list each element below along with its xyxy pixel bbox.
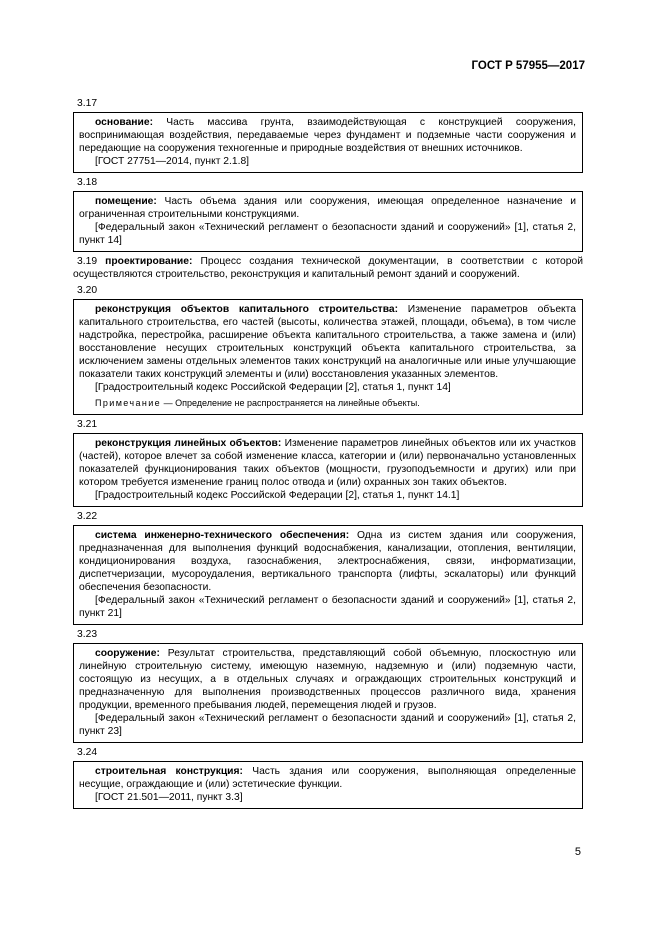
entry-number: 3.17 [77, 98, 98, 109]
definition: Результат строительства, представляющий собой объемную, плоскостную или линейную строительную систему, имеющую наземную, надземную и (или) подземную части, состоящую из несущих, а в отдельных случаях и ограждающих строительных конструкций и предназначенную для выполнения производственных процессов различного вида, хранения продукции, временного пребывания людей, перемещения людей и грузов. [79, 648, 576, 711]
definition-box [73, 299, 583, 415]
definition: Часть объема здания или сооружения, имеющая определенное назначение и ограниченная строительными конструкциями. [79, 196, 576, 220]
source-reference: [Градостроительный кодекс Российской Федерации [2], статья 1, пункт 14.1] [95, 490, 460, 501]
definition-box [73, 643, 583, 743]
term: реконструкция объектов капитального строительства: [95, 304, 399, 315]
definition: Часть здания или сооружения, выполняющая определенные несущие, ограждающие и (или) эстетические функции. [79, 766, 576, 790]
terms-section [73, 94, 583, 809]
note-text: — Определение не распространяется на линейные объекты. [161, 398, 420, 408]
definition-text [79, 116, 576, 155]
definition-box [73, 525, 583, 625]
standard-header: ГОСТ Р 57955—2017 [471, 60, 585, 72]
definition-text-unboxed [73, 255, 583, 281]
term: помещение: [95, 196, 157, 207]
definition: Изменение параметров линейных объектов или их участков (частей), которое влечет за собой изменение класса, категории и (или) первоначально установленных показателей функционирования таких объектов (мощности, грузоподъемности и других) или при котором требуется изменение границ полос отвода и (или) охранных зон таких объектов. [79, 438, 577, 488]
definition-text [79, 529, 576, 594]
term: проектирование: [105, 256, 193, 267]
definition-text [79, 647, 576, 712]
entry-number: 3.20 [77, 285, 98, 296]
entry-number: 3.23 [77, 629, 98, 640]
source-reference: [ГОСТ 21.501—2011, пункт 3.3] [95, 792, 243, 803]
definition-text [79, 765, 576, 791]
source-reference: [ГОСТ 27751—2014, пункт 2.1.8] [95, 156, 250, 167]
term: сооружение: [95, 648, 160, 659]
source-reference: [Федеральный закон «Технический регламент о безопасности зданий и сооружений» [1], статья 2, пункт 14] [79, 222, 576, 246]
source-reference: [Федеральный закон «Технический регламент о безопасности зданий и сооружений» [1], статья 2, пункт 23] [79, 713, 576, 737]
source-reference: [Федеральный закон «Технический регламент о безопасности зданий и сооружений» [1], статья 2, пункт 21] [79, 595, 576, 619]
entry-number: 3.21 [77, 419, 98, 430]
definition-box [73, 761, 583, 809]
term: система инженерно-технического обеспечения: [95, 530, 350, 541]
entry-number: 3.24 [77, 747, 98, 758]
definition-box [73, 112, 583, 173]
note-label: Примечание [95, 398, 162, 408]
definition-text [79, 303, 576, 381]
definition-text [79, 195, 576, 221]
entry-number: 3.19 [77, 256, 98, 267]
definition-box [73, 433, 583, 507]
note [79, 397, 576, 410]
page-number: 5 [574, 846, 581, 858]
term: строительная конструкция: [95, 766, 243, 777]
term: реконструкция линейных объектов: [95, 438, 282, 449]
definition: Процесс создания технической документации, в соответствии с которой осуществляются строительство, реконструкция и капитальный ремонт зданий и сооружений. [73, 256, 583, 280]
source-reference: [Градостроительный кодекс Российской Федерации [2], статья 1, пункт 14] [95, 382, 451, 393]
definition: Часть массива грунта, взаимодействующая с конструкцией сооружения, воспринимающая воздействия, передаваемые через фундамент и подземные части сооружения и передающие на сооружения техногенные и природные воздействия от внешних источников. [79, 117, 576, 154]
term: основание: [95, 117, 154, 128]
definition: Изменение параметров объекта капитального строительства, его частей (высоты, количества этажей, площади, объема), в том числе надстройка, перестройка, расширение объекта капитального строительства, а также замена и (или) восстановление несущих строительных конструкций объекта капитального строительства, за исключением замены отдельных элементов таких конструкций на аналогичные или иные улучшающие показатели таких конструкций элементы и (или) восстановления указанных элементов. [79, 304, 576, 380]
definition: Одна из систем здания или сооружения, предназначенная для выполнения функций водоснабжения, канализации, отопления, вентиляции, кондиционирования воздуха, газоснабжения, электроснабжения, связи, информатизации, диспетчеризации, мусороудаления, вертикального транспорта (лифты, эскалаторы) или функций обеспечения безопасности. [79, 530, 577, 593]
entry-number: 3.18 [77, 177, 98, 188]
definition-text [79, 437, 576, 489]
definition-box [73, 191, 583, 252]
entry-number: 3.22 [77, 511, 98, 522]
